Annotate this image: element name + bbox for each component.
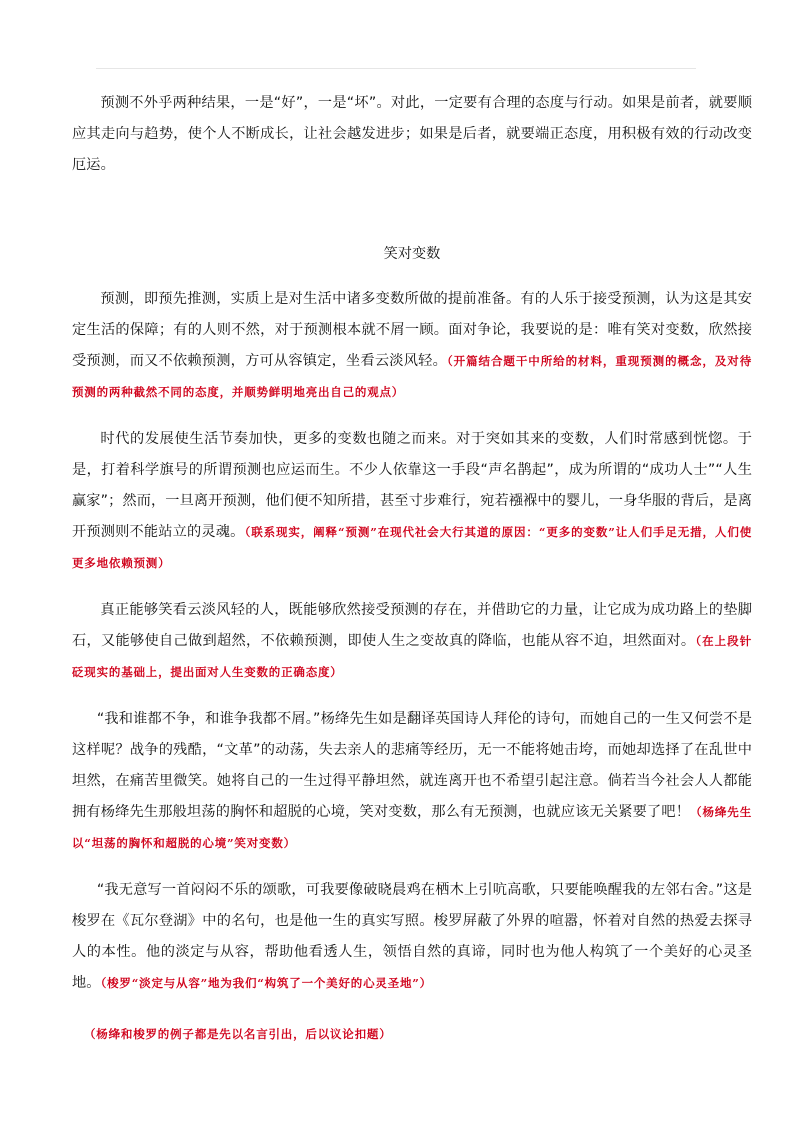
document-body — [72, 88, 752, 1050]
annotation-note: （杨绛先生以“坦荡的胸怀和超脱的心境”笑对变数） — [72, 805, 752, 850]
top-divider — [96, 68, 696, 69]
annotation-note: （开篇结合题干中所给的材料，重现预测的概念，及对待预测的两种截然不同的态度，并顺势鲜明地亮出自己的观点） — [72, 354, 752, 399]
annotation-note: （杨绛和梭罗的例子都是先以名言引出，后以议论扣题） — [84, 1027, 392, 1041]
essay-title: 笑对变数 — [383, 246, 441, 262]
annotation-note: （联系现实，阐释“预测”在现代社会大行其道的原因：“更多的变数”让人们手足无措，人们使更多地依赖预测） — [72, 525, 753, 570]
intro-paragraph — [72, 88, 752, 181]
paragraph-text: “我和谁都不争，和谁争我都不屑。”杨绛先生如是翻译英国诗人拜伦的诗句，而她自己的一生又何尝不是这样呢？战争的残酷，“文革”的动荡，失去亲人的悲痛等经历，无一不能将她击垮，而她却选择了在乱世中坦然，在痛苦里微笑。她将自己的一生过得平静坦然，就连离开也不希望引起注意。倘若当今社会人人都能拥有杨绛先生那般坦荡的胸怀和超脱的心境，笑对变数，那么有无预测，也就应该无关紧要了吧！ — [72, 711, 752, 820]
paragraph-text: 时代的发展使生活节奏加快，更多的变数也随之而来。对于突如其来的变数，人们时常感到恍惚。于是，打着科学旗号的所谓预测也应运而生。不少人依靠这一手段“声名鹊起”，成为所谓的“成功人士”“人生赢家”；然而，一旦离开预测，他们便不知所措，甚至寸步难行，宛若襁褓中的婴儿，一身华服的背后，是离开预测则不能站立的灵魂。 — [72, 431, 752, 540]
paragraph-text: 预测，即预先推测，实质上是对生活中诸多变数所做的提前准备。有的人乐于接受预测，认为这是其安定生活的保障；有的人则不然，对于预测根本就不屑一顾。面对争论，我要说的是：唯有笑对变数，欣然接受预测，而又不依赖预测，方可从容镇定，坐看云淡风轻。 — [72, 291, 752, 369]
essay-paragraph-5 — [72, 875, 752, 999]
paragraph-text: “我无意写一首闷闷不乐的颂歌，可我要像破晓晨鸡在栖木上引吭高歌，只要能唤醒我的左邻右舍。”这是梭罗在《瓦尔登湖》中的名句，也是他一生的真实写照。梭罗屏蔽了外界的喧嚣，怀着对自然的热爱去探寻人的本性。他的淡定与从容，帮助他看透人生，领悟自然的真谛，同时也为他人构筑了一个美好的心灵圣地。 — [72, 882, 752, 991]
essay-paragraph-1 — [72, 284, 752, 408]
essay-paragraph-2 — [72, 424, 752, 579]
essay-paragraph-3 — [72, 595, 752, 688]
paragraph-text: 真正能够笑看云淡风轻的人，既能够欣然接受预测的存在，并借助它的力量，让它成为成功路上的垫脚石，又能够使自己做到超然，不依赖预测，即使人生之变故真的降临，也能从容不迫，坦然面对。 — [72, 602, 752, 649]
summary-note — [72, 1017, 752, 1050]
essay-paragraph-4 — [72, 704, 752, 859]
annotation-note: （在上段针砭现实的基础上，提出面对人生变数的正确态度） — [72, 634, 752, 679]
intro-text: 预测不外乎两种结果，一是“好”，一是“坏”。对此，一定要有合理的态度与行动。如果是前者，就要顺应其走向与趋势，使个人不断成长，让社会越发进步；如果是后者，就要端正态度，用积极有效的行动改变厄运。 — [72, 95, 752, 173]
annotation-note: （梭罗“淡定与从容”地为我们“构筑了一个美好的心灵圣地”） — [100, 976, 432, 990]
